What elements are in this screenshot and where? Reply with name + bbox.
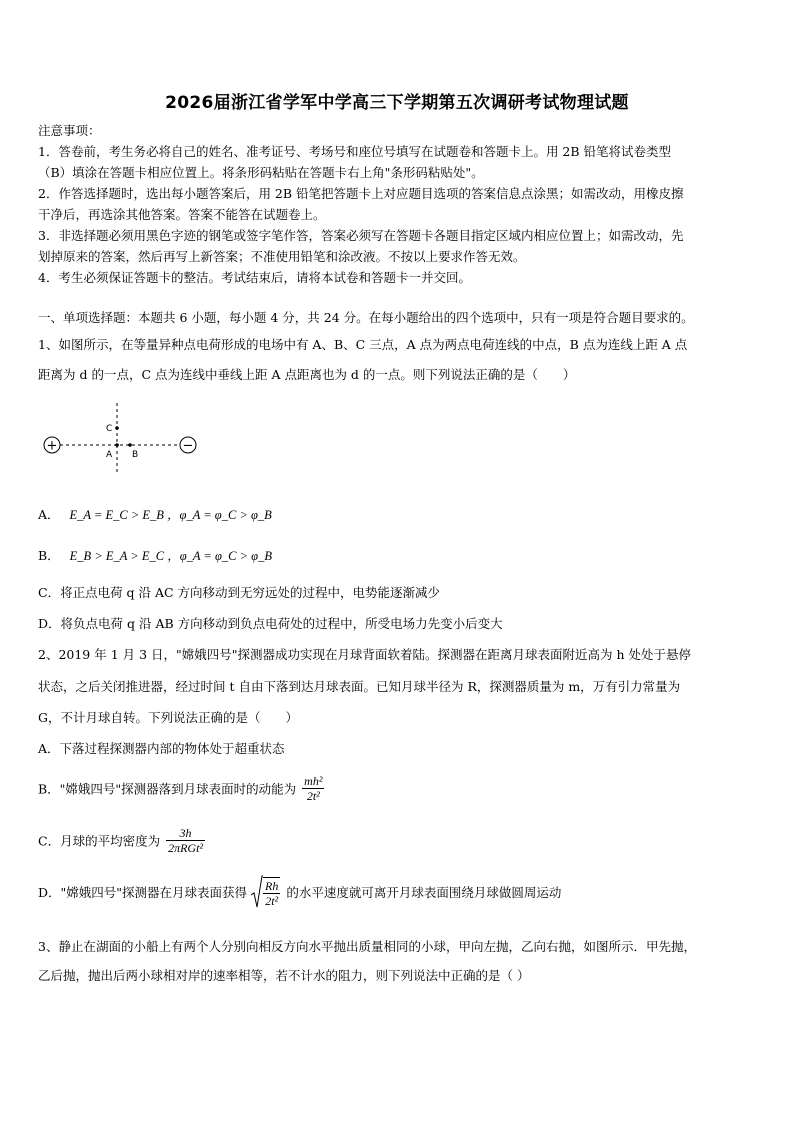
q2-option-d-numerator: Rh xyxy=(265,878,279,893)
q2-option-c-denominator: 2πRGt² xyxy=(168,841,204,855)
point-c-label: C xyxy=(106,424,113,434)
q2-option-b xyxy=(38,774,326,803)
notice-line-2: （B）填涂在答题卡相应位置上。将条形码粘贴在答题卡右上角"条形码粘贴处"。 xyxy=(38,165,484,180)
q1-stem-line-1: 1、如图所示，在等量异种点电荷形成的电场中有 A、B、C 三点，A 点为两点电荷连线的中点，B 点为连线上距 A 点 xyxy=(38,337,688,352)
q2-stem-line-2: 状态，之后关闭推进器，经过时间 t 自由下落到达月球表面。已知月球半径为 R，探测器质量为 m，万有引力常量为 xyxy=(38,679,681,694)
q3-stem-line-2: 乙后抛，抛出后两小球相对岸的速率相等，若不计水的阻力，则下列说法中正确的是（ ） xyxy=(38,968,530,983)
negative-charge-sign: − xyxy=(182,438,194,454)
q1-option-a-formula: E_A = E_C > E_B ，φ_A = φ_C > φ_B xyxy=(69,508,272,522)
point-c-dot xyxy=(115,426,119,430)
q1-option-b xyxy=(38,546,272,564)
point-b-label: B xyxy=(132,450,139,460)
q2-option-d-text-tail: 的水平速度就可离开月球表面围绕月球做圆周运动 xyxy=(286,885,562,900)
notice-line-1: 1．答卷前，考生务必将自己的姓名、准考证号、考场号和座位号填写在试题卷和答题卡上。用 2B 铅笔将试卷类型 xyxy=(38,144,672,159)
q2-option-c-numerator: 3h xyxy=(166,826,205,841)
q2-option-c-text: C．月球的平均密度为 xyxy=(38,833,161,849)
q2-option-b-fraction xyxy=(302,774,324,803)
notice-line-3: 2．作答选择题时，选出每小题答案后，用 2B 铅笔把答题卡上对应题目选项的答案信息点涂黑；如需改动，用橡皮擦 xyxy=(38,186,684,201)
q2-option-d-fraction xyxy=(263,877,280,908)
notice-line-6: 划掉原来的答案，然后再写上新答案；不准使用铅笔和涂改液。不按以上要求作答无效。 xyxy=(38,249,526,264)
point-a-dot xyxy=(115,443,119,447)
q1-option-b-formula: E_B > E_A > E_C ，φ_A = φ_C > φ_B xyxy=(69,549,272,563)
q2-option-b-denominator: 2t² xyxy=(306,789,320,803)
notice-line-5: 3．非选择题必须用黑色字迹的钢笔或签字笔作答，答案必须写在答题卡各题目指定区域内相应位置上；如需改动，先 xyxy=(38,228,684,243)
positive-charge-sign: + xyxy=(46,438,58,454)
q1-option-d: D．将负点电荷 q 沿 AB 方向移动到负点电荷处的过程中，所受电场力先变小后变大 xyxy=(38,616,503,631)
q1-option-c: C．将正点电荷 q 沿 AC 方向移动到无穷远处的过程中，电势能逐渐减少 xyxy=(38,585,441,600)
q2-option-b-numerator: mh² xyxy=(304,774,323,788)
q2-option-d-denominator: 2t² xyxy=(265,893,279,908)
q2-stem-line-1: 2、2019 年 1 月 3 日，"嫦娥四号"探测器成功实现在月球背面软着陆。探测器在距离月球表面附近高为 h 处处于悬停 xyxy=(38,647,692,662)
q2-option-b-text: B．"嫦娥四号"探测器落到月球表面时的动能为 xyxy=(38,781,297,797)
q1-stem-line-2: 距离为 d 的一点，C 点为连线中垂线上距 A 点距离也为 d 的一点。则下列说法正确的是（ ） xyxy=(38,367,576,382)
exam-title: 2026届浙江省学军中学高三下学期第五次调研考试物理试题 xyxy=(165,93,629,113)
notice-heading: 注意事项： xyxy=(38,123,101,138)
point-b-dot xyxy=(128,443,132,447)
charge-field-figure xyxy=(38,395,208,475)
q3-stem-line-1: 3、静止在湖面的小船上有两个人分别向相反方向水平抛出质量相同的小球，甲向左抛，乙向右抛，如图所示．甲先抛， xyxy=(38,939,696,954)
q2-option-c xyxy=(38,826,207,855)
notice-line-7: 4．考生必须保证答题卡的整洁。考试结束后，请将本试卷和答题卡一并交回。 xyxy=(38,270,471,285)
q2-option-c-fraction xyxy=(166,826,205,855)
point-a-label: A xyxy=(106,450,113,460)
q1-option-a-label: A． xyxy=(38,507,60,522)
notice-line-4: 干净后，再选涂其他答案。答案不能答在试题卷上。 xyxy=(38,207,326,222)
q2-stem-line-3: G，不计月球自转。下列说法正确的是（ ） xyxy=(38,710,298,725)
q2-option-d-sqrt xyxy=(251,875,282,909)
q1-option-b-label: B． xyxy=(38,548,60,563)
sqrt-sign-icon xyxy=(251,875,263,909)
section-heading: 一、单项选择题：本题共 6 小题，每小题 4 分，共 24 分。在每小题给出的四个选项中，只有一项是符合题目要求的。 xyxy=(38,310,694,325)
q1-option-a xyxy=(38,505,272,523)
q2-option-a: A．下落过程探测器内部的物体处于超重状态 xyxy=(38,741,285,756)
q2-option-d-text: D．"嫦娥四号"探测器在月球表面获得 xyxy=(38,885,248,900)
q2-option-d xyxy=(38,875,561,909)
